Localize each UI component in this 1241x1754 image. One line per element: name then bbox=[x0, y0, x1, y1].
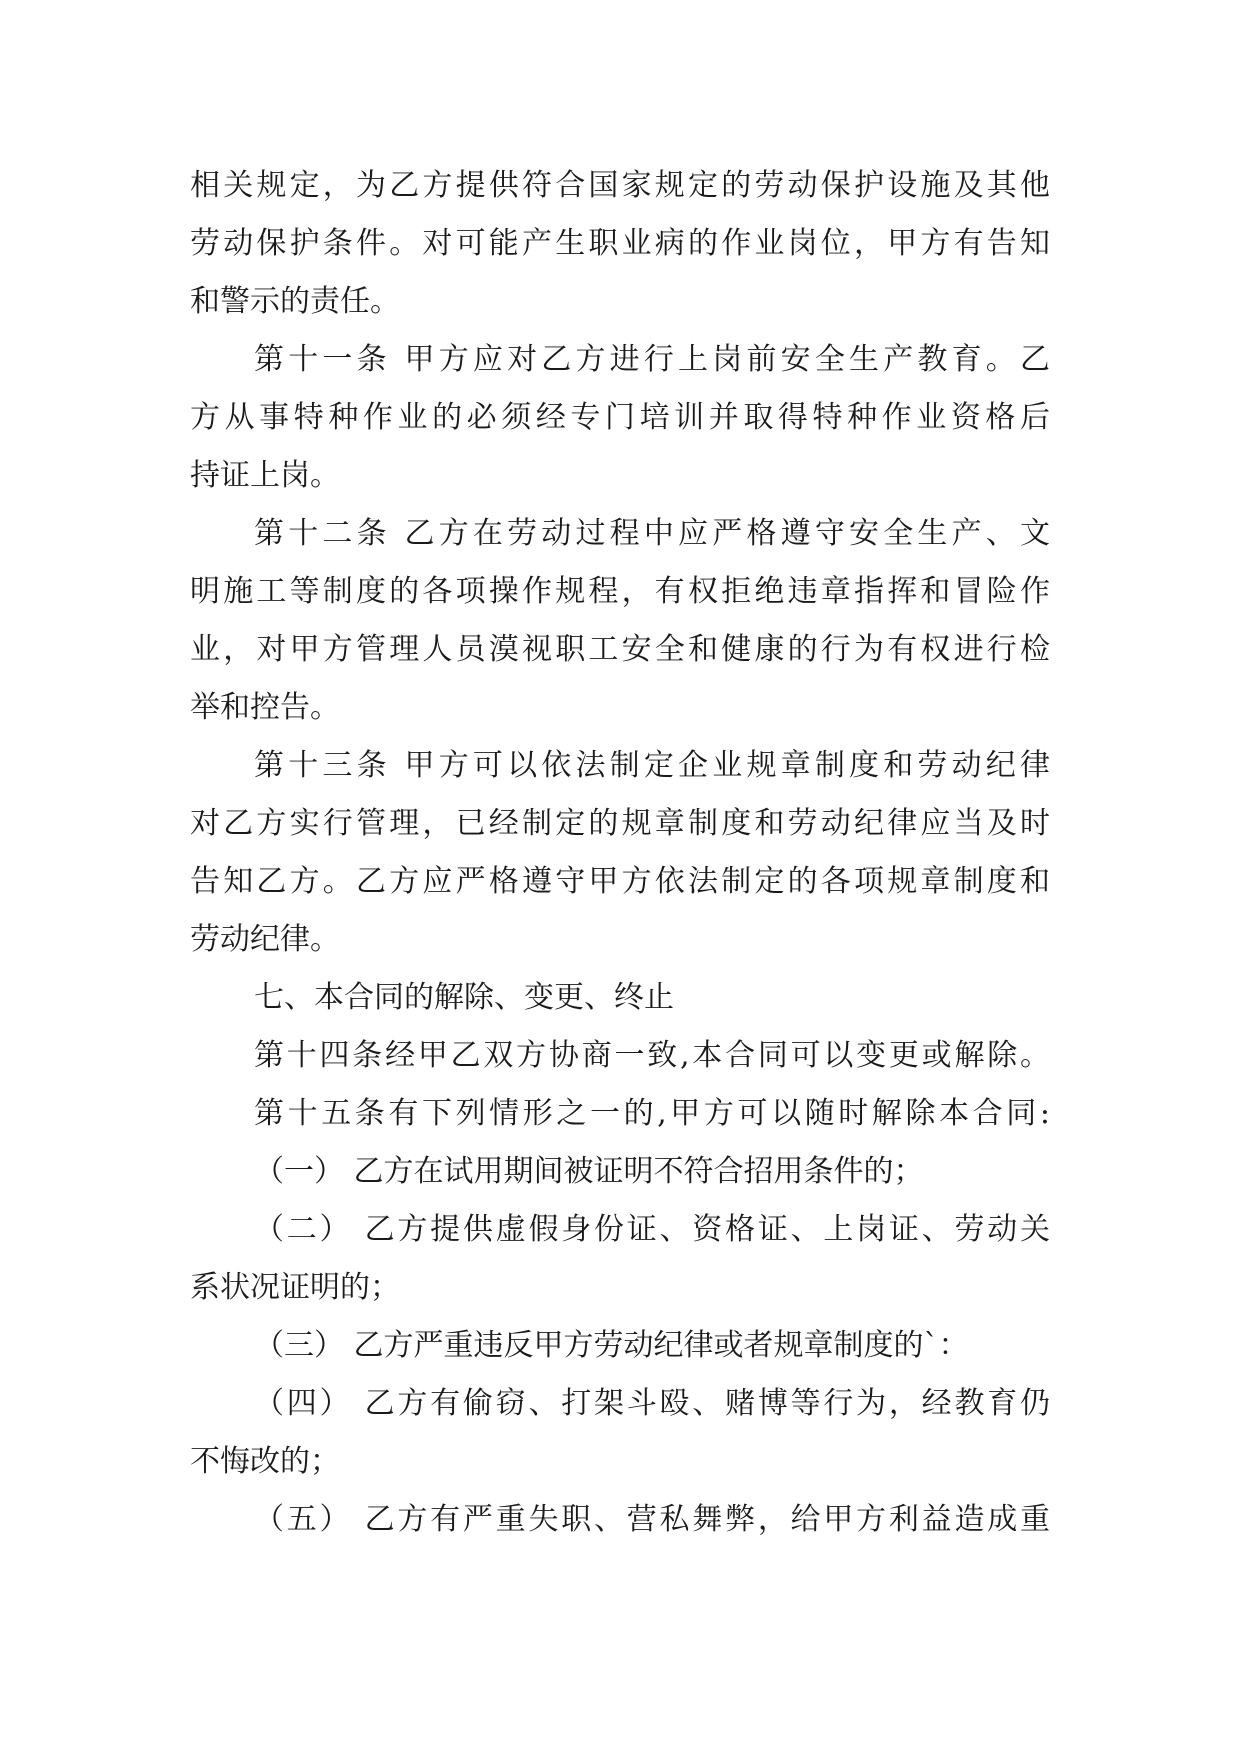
clause-3-line: （三） 乙方严重违反甲方劳动纪律或者规章制度的`： bbox=[254, 1328, 969, 1363]
text-line: 相关规定，为乙方提供符合国家规定的劳动保护设施及其他 bbox=[190, 168, 1050, 203]
text-line: 明施工等制度的各项操作规程，有权拒绝违章指挥和冒险作 bbox=[190, 574, 1050, 609]
text-line: 劳动纪律。 bbox=[190, 922, 340, 957]
section-heading: 七、本合同的解除、变更、终止 bbox=[254, 980, 674, 1015]
article-13-line: 第十三条 甲方可以依法制定企业规章制度和劳动纪律 bbox=[254, 748, 1050, 783]
text-line: 对乙方实行管理，已经制定的规章制度和劳动纪律应当及时 bbox=[190, 806, 1050, 841]
clause-5-line: （五） 乙方有严重失职、营私舞弊，给甲方利益造成重 bbox=[254, 1502, 1050, 1537]
text-line: 劳动保护条件。对可能产生职业病的作业岗位，甲方有告知 bbox=[190, 226, 1050, 261]
article-15-line: 第十五条有下列情形之一的,甲方可以随时解除本合同: bbox=[254, 1096, 1050, 1131]
text-line: 持证上岗。 bbox=[190, 458, 340, 493]
text-line: 不悔改的； bbox=[190, 1444, 340, 1479]
text-line: 方从事特种作业的必须经专门培训并取得特种作业资格后 bbox=[190, 400, 1050, 435]
text-line: 业，对甲方管理人员漠视职工安全和健康的行为有权进行检 bbox=[190, 632, 1050, 667]
text-line: 系状况证明的； bbox=[190, 1270, 400, 1305]
clause-4-line: （四） 乙方有偷窃、打架斗殴、赌博等行为，经教育仍 bbox=[254, 1386, 1050, 1421]
text-line: 和警示的责任。 bbox=[190, 284, 400, 319]
text-line: 举和控告。 bbox=[190, 690, 340, 725]
article-11-line: 第十一条 甲方应对乙方进行上岗前安全生产教育。乙 bbox=[254, 342, 1050, 377]
article-14-line: 第十四条经甲乙双方协商一致,本合同可以变更或解除。 bbox=[254, 1038, 1050, 1073]
clause-1-line: （一） 乙方在试用期间被证明不符合招用条件的； bbox=[254, 1154, 924, 1189]
clause-2-line: （二） 乙方提供虚假身份证、资格证、上岗证、劳动关 bbox=[254, 1212, 1050, 1247]
text-line: 告知乙方。乙方应严格遵守甲方依法制定的各项规章制度和 bbox=[190, 864, 1050, 899]
article-12-line: 第十二条 乙方在劳动过程中应严格遵守安全生产、文 bbox=[254, 516, 1050, 551]
document-body bbox=[190, 157, 1050, 1549]
